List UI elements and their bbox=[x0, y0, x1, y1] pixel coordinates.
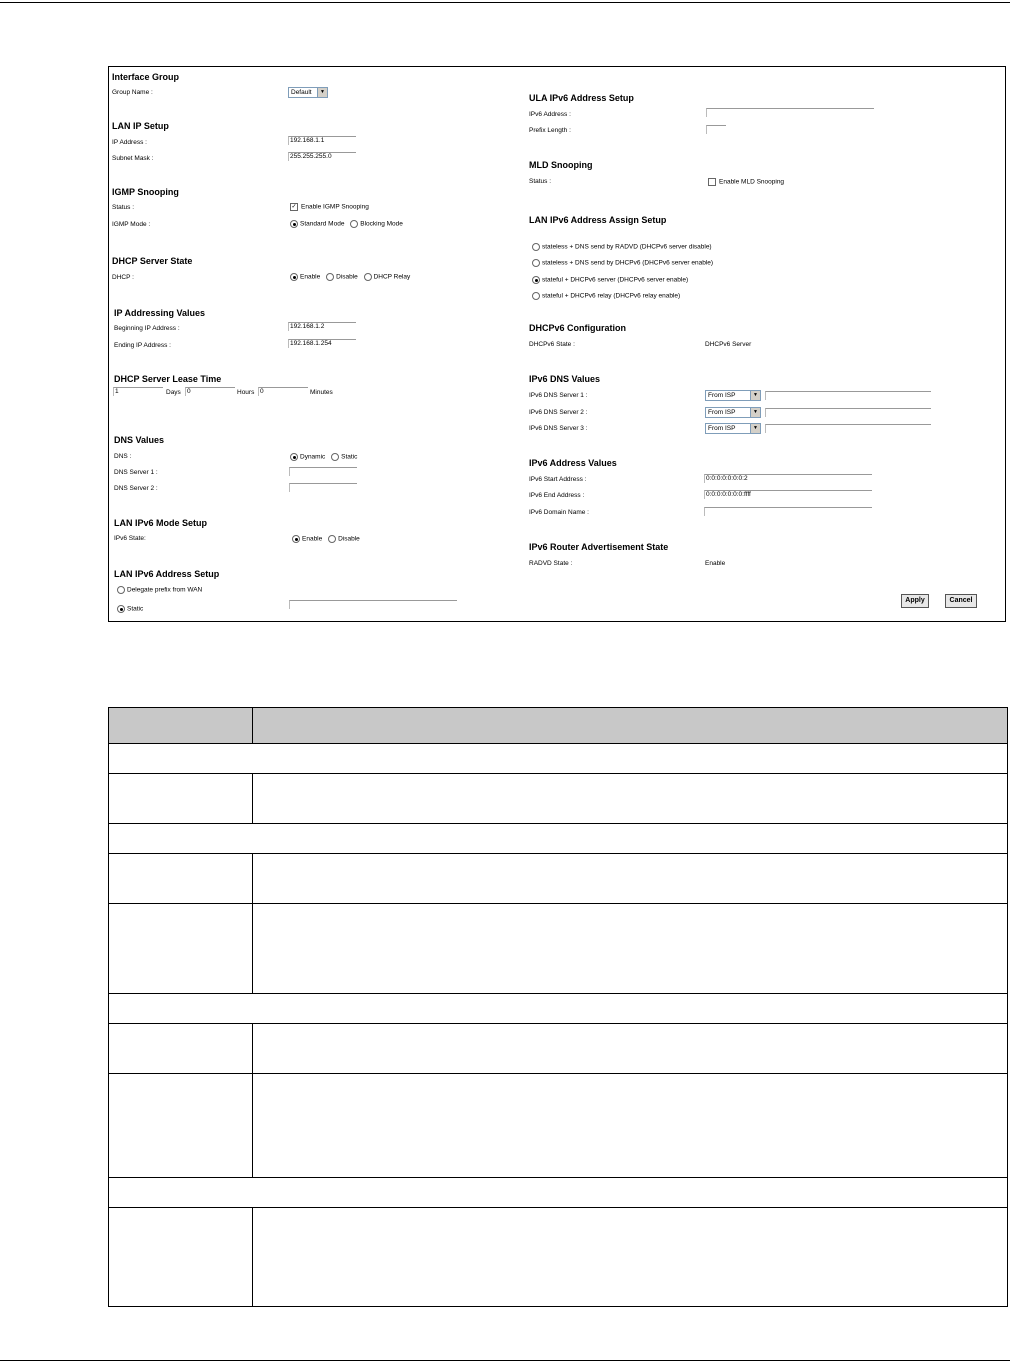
table-row bbox=[109, 1208, 1008, 1307]
lease-minutes-input[interactable]: 0 bbox=[258, 387, 308, 396]
table-cell bbox=[109, 1074, 253, 1178]
ipv6-state-options bbox=[292, 535, 364, 543]
table-header-cell bbox=[253, 708, 1008, 744]
end-ip-input[interactable]: 192.168.1.254 bbox=[288, 339, 356, 348]
dhcp-state-title: DHCP Server State bbox=[112, 256, 193, 266]
table-cell bbox=[253, 904, 1008, 994]
ip-values-title: IP Addressing Values bbox=[114, 308, 206, 318]
lease-days-input[interactable]: 1 bbox=[113, 387, 163, 396]
begin-ip-input[interactable]: 192.168.1.2 bbox=[288, 322, 356, 331]
ipv6-disable-radio[interactable]: Disable bbox=[328, 535, 360, 543]
radio-icon bbox=[364, 273, 372, 281]
dns-static-radio[interactable]: Static bbox=[331, 453, 357, 461]
mld-enable-option[interactable]: Enable MLD Snooping bbox=[708, 178, 784, 186]
cancel-button[interactable]: Cancel bbox=[945, 594, 977, 608]
hours-label: Hours bbox=[237, 389, 255, 396]
dns-title: DNS Values bbox=[114, 435, 165, 445]
ipv6-dns1-input[interactable] bbox=[765, 391, 931, 400]
end-ip-label: Ending IP Address : bbox=[114, 342, 171, 349]
group-name-select[interactable]: Default ▼ bbox=[288, 87, 328, 98]
dhcp-disable-radio[interactable]: Disable bbox=[326, 273, 358, 281]
chevron-down-icon: ▼ bbox=[750, 408, 760, 417]
top-rule bbox=[0, 2, 1010, 3]
ipv6-dns2-select[interactable]: From ISP ▼ bbox=[705, 407, 761, 418]
table-cell bbox=[109, 1208, 253, 1307]
lan-setup-screenshot bbox=[108, 66, 1006, 622]
radio-icon bbox=[532, 292, 540, 300]
interface-group-title: Interface Group bbox=[112, 72, 180, 82]
assign-option-4[interactable]: stateful + DHCPv6 relay (DHCPv6 relay enable) bbox=[532, 292, 680, 300]
table-cell bbox=[253, 1024, 1008, 1074]
ipv6-dns1-select[interactable]: From ISP ▼ bbox=[705, 390, 761, 401]
ip-address-input[interactable]: 192.168.1.1 bbox=[288, 136, 356, 145]
ipv6-start-input[interactable]: 0:0:0:0:0:0:0:2 bbox=[704, 474, 872, 483]
assign-option-3[interactable]: stateful + DHCPv6 server (DHCPv6 server enable) bbox=[532, 276, 688, 284]
dhcpv6-state-label: DHCPv6 State : bbox=[529, 341, 575, 348]
bottom-rule bbox=[0, 1360, 1010, 1361]
ipv6-addr-values-title: IPv6 Address Values bbox=[529, 458, 617, 468]
table-section-row bbox=[109, 1178, 1008, 1208]
ula-address-label: IPv6 Address : bbox=[529, 111, 571, 118]
field-description-table bbox=[108, 707, 1008, 1307]
begin-ip-label: Beginning IP Address : bbox=[114, 325, 180, 332]
chevron-down-icon: ▼ bbox=[750, 391, 760, 400]
igmp-blocking-radio[interactable]: Blocking Mode bbox=[350, 220, 403, 228]
mld-status-label: Status : bbox=[529, 178, 552, 185]
ula-address-input[interactable] bbox=[706, 108, 874, 117]
dhcp-relay-radio[interactable]: DHCP Relay bbox=[364, 273, 411, 281]
apply-button[interactable]: Apply bbox=[901, 594, 929, 608]
radio-icon bbox=[532, 243, 540, 251]
igmp-status-label: Status : bbox=[112, 204, 135, 211]
dhcpv6-state-value: DHCPv6 Server bbox=[705, 341, 752, 348]
dns-server2-label: DNS Server 2 : bbox=[114, 485, 158, 492]
radvd-title: IPv6 Router Advertisement State bbox=[529, 542, 669, 552]
dns-label: DNS : bbox=[114, 453, 132, 460]
table-cell bbox=[109, 744, 1008, 774]
ipv6-start-label: IPv6 Start Address : bbox=[529, 476, 587, 483]
radvd-state-value: Enable bbox=[705, 560, 726, 567]
assign-title: LAN IPv6 Address Assign Setup bbox=[529, 215, 667, 225]
ipv6-enable-radio[interactable]: Enable bbox=[292, 535, 322, 543]
dhcp-label: DHCP : bbox=[112, 274, 134, 281]
ipv6-dns1-label: IPv6 DNS Server 1 : bbox=[529, 392, 588, 399]
group-name-label: Group Name : bbox=[112, 89, 153, 96]
minutes-label: Minutes bbox=[310, 389, 333, 396]
ipv6-domain-input[interactable] bbox=[704, 507, 872, 516]
radio-icon bbox=[331, 453, 339, 461]
table-cell bbox=[253, 1208, 1008, 1307]
table-cell bbox=[109, 774, 253, 824]
dhcpv6-title: DHCPv6 Configuration bbox=[529, 323, 627, 333]
table-row bbox=[109, 904, 1008, 994]
table-cell bbox=[253, 854, 1008, 904]
table-cell bbox=[253, 1074, 1008, 1178]
ipv6-end-label: IPv6 End Address : bbox=[529, 492, 585, 499]
table-cell bbox=[109, 1178, 1008, 1208]
radio-selected-icon bbox=[117, 605, 125, 613]
table-cell bbox=[109, 854, 253, 904]
ipv6-dns2-label: IPv6 DNS Server 2 : bbox=[529, 409, 588, 416]
ipv6-dns3-input[interactable] bbox=[765, 424, 931, 433]
table-cell bbox=[109, 1024, 253, 1074]
radio-icon bbox=[328, 535, 336, 543]
static-prefix-radio[interactable]: Static bbox=[117, 605, 143, 613]
delegate-prefix-radio[interactable]: Delegate prefix from WAN bbox=[117, 586, 202, 594]
igmp-standard-radio[interactable]: Standard Mode bbox=[290, 220, 344, 228]
table-section-row bbox=[109, 994, 1008, 1024]
dns-server1-label: DNS Server 1 : bbox=[114, 469, 158, 476]
igmp-enable-option[interactable]: ✓ Enable IGMP Snooping bbox=[291, 203, 369, 211]
table-header-cell bbox=[109, 708, 253, 744]
radio-selected-icon bbox=[292, 535, 300, 543]
ula-prefix-input[interactable] bbox=[706, 125, 726, 134]
radio-icon bbox=[117, 586, 125, 594]
dns-server1-input[interactable] bbox=[289, 467, 357, 476]
lease-hours-input[interactable]: 0 bbox=[185, 387, 235, 396]
igmp-mode-label: IGMP Mode : bbox=[112, 221, 151, 228]
dns-options bbox=[290, 453, 361, 461]
checkbox-checked-icon[interactable]: ✓ bbox=[291, 204, 297, 210]
radio-icon bbox=[350, 220, 358, 228]
assign-option-1[interactable]: stateless + DNS send by RADVD (DHCPv6 server disable) bbox=[532, 243, 712, 251]
table-row bbox=[109, 774, 1008, 824]
dns-server2-input[interactable] bbox=[289, 483, 357, 492]
ipv6-dns2-input[interactable] bbox=[765, 408, 931, 417]
static-prefix-input[interactable] bbox=[289, 600, 457, 609]
ip-address-label: IP Address : bbox=[112, 139, 147, 146]
radio-icon bbox=[532, 259, 540, 267]
subnet-mask-input[interactable]: 255.255.255.0 bbox=[288, 152, 356, 161]
table-cell bbox=[253, 774, 1008, 824]
radio-selected-icon bbox=[290, 453, 298, 461]
lease-title: DHCP Server Lease Time bbox=[114, 374, 222, 384]
igmp-title: IGMP Snooping bbox=[112, 187, 179, 197]
ipv6-dns-title: IPv6 DNS Values bbox=[529, 374, 601, 384]
chevron-down-icon: ▼ bbox=[317, 88, 327, 97]
table-section-row bbox=[109, 744, 1008, 774]
radio-selected-icon bbox=[290, 220, 298, 228]
subnet-mask-label: Subnet Mask : bbox=[112, 155, 154, 162]
table-cell bbox=[109, 824, 1008, 854]
ula-prefix-label: Prefix Length : bbox=[529, 127, 571, 134]
lan-ip-title: LAN IP Setup bbox=[112, 121, 169, 131]
radio-icon bbox=[326, 273, 334, 281]
table-row bbox=[109, 1024, 1008, 1074]
ipv6-addr-title: LAN IPv6 Address Setup bbox=[114, 569, 220, 579]
table-cell bbox=[109, 994, 1008, 1024]
mld-title: MLD Snooping bbox=[529, 160, 593, 170]
table-row bbox=[109, 1074, 1008, 1178]
ipv6-dns3-label: IPv6 DNS Server 3 : bbox=[529, 425, 588, 432]
table-section-row bbox=[109, 824, 1008, 854]
table-row bbox=[109, 854, 1008, 904]
ipv6-end-input[interactable]: 0:0:0:0:0:0:0:ffff bbox=[704, 490, 872, 499]
dhcp-enable-radio[interactable]: Enable bbox=[290, 273, 320, 281]
table-cell bbox=[109, 904, 253, 994]
dns-dynamic-radio[interactable]: Dynamic bbox=[290, 453, 325, 461]
ipv6-domain-label: IPv6 Domain Name : bbox=[529, 509, 589, 516]
days-label: Days bbox=[166, 389, 181, 396]
ipv6-mode-title: LAN IPv6 Mode Setup bbox=[114, 518, 208, 528]
radio-selected-icon bbox=[532, 276, 540, 284]
ipv6-dns3-select[interactable]: From ISP ▼ bbox=[705, 423, 761, 434]
checkbox-icon[interactable] bbox=[708, 178, 716, 186]
radio-selected-icon bbox=[290, 273, 298, 281]
assign-option-2[interactable]: stateless + DNS send by DHCPv6 (DHCPv6 server enable) bbox=[532, 259, 713, 267]
ipv6-state-label: IPv6 State: bbox=[114, 535, 146, 542]
dhcp-options bbox=[290, 273, 414, 281]
ula-title: ULA IPv6 Address Setup bbox=[529, 93, 634, 103]
radvd-state-label: RADVD State : bbox=[529, 560, 573, 567]
table-header-row bbox=[109, 708, 1008, 744]
igmp-mode-options bbox=[290, 220, 407, 228]
chevron-down-icon: ▼ bbox=[750, 424, 760, 433]
